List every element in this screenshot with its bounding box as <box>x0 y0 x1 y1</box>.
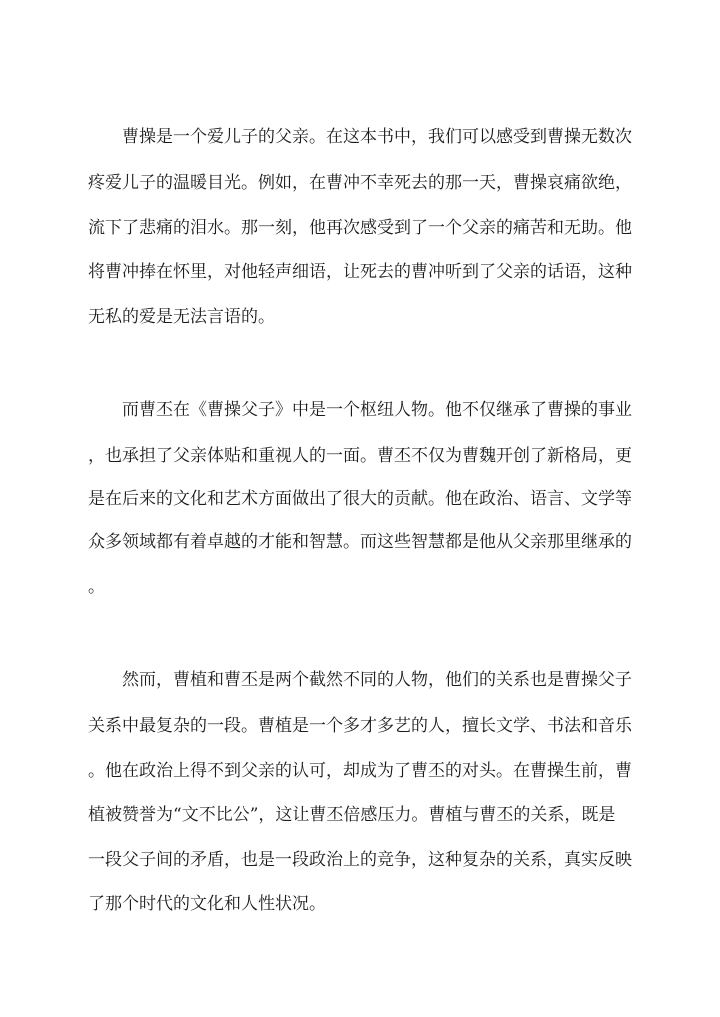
paragraph-2-line-3: 是在后来的文化和艺术方面做出了很大的贡献。他在政治、语言、文学等 <box>88 489 632 509</box>
paragraph-1-line-2: 疼爱儿子的温暖目光。例如，在曹冲不幸死去的那一天，曹操哀痛欲绝， <box>88 173 632 193</box>
paragraph-1-line-3: 流下了悲痛的泪水。那一刻，他再次感受到了一个父亲的痛苦和无助。他 <box>88 218 632 238</box>
paragraph-3-line-3: 。他在政治上得不到父亲的认可，却成为了曹丕的对头。在曹操生前，曹 <box>88 761 632 781</box>
paragraph-1-line-1: 曹操是一个爱儿子的父亲。在这本书中，我们可以感受到曹操无数次 <box>88 127 632 147</box>
paragraph-2-line-5: 。 <box>88 577 105 597</box>
paragraph-2-line-2: ，也承担了父亲体贴和重视人的一面。曹丕不仅为曹魏开创了新格局，更 <box>88 446 632 466</box>
paragraph-3-line-2: 关系中最复杂的一段。曹植是一个多才多艺的人，擅长文学、书法和音乐 <box>88 716 632 736</box>
paragraph-1-line-5: 无私的爱是无法言语的。 <box>88 307 275 327</box>
paragraph-3-line-6: 了那个时代的文化和人性状况。 <box>88 894 326 914</box>
paragraph-3-line-4: 植被赞誉为“文不比公”，这让曹丕倍感压力。曹植与曹丕的关系，既是 <box>88 805 616 825</box>
paragraph-1-line-4: 将曹冲捧在怀里，对他轻声细语，让死去的曹冲听到了父亲的话语，这种 <box>88 262 632 282</box>
paragraph-3-line-5: 一段父子间的矛盾，也是一段政治上的竞争，这种复杂的关系，真实反映 <box>88 850 632 870</box>
paragraph-2-line-4: 众多领域都有着卓越的才能和智慧。而这些智慧都是他从父亲那里继承的 <box>88 532 632 552</box>
paragraph-2-line-1: 而曹丕在《曹操父子》中是一个枢纽人物。他不仅继承了曹操的事业 <box>88 400 632 420</box>
paragraph-3-line-1: 然而，曹植和曹丕是两个截然不同的人物，他们的关系也是曹操父子 <box>88 670 632 690</box>
